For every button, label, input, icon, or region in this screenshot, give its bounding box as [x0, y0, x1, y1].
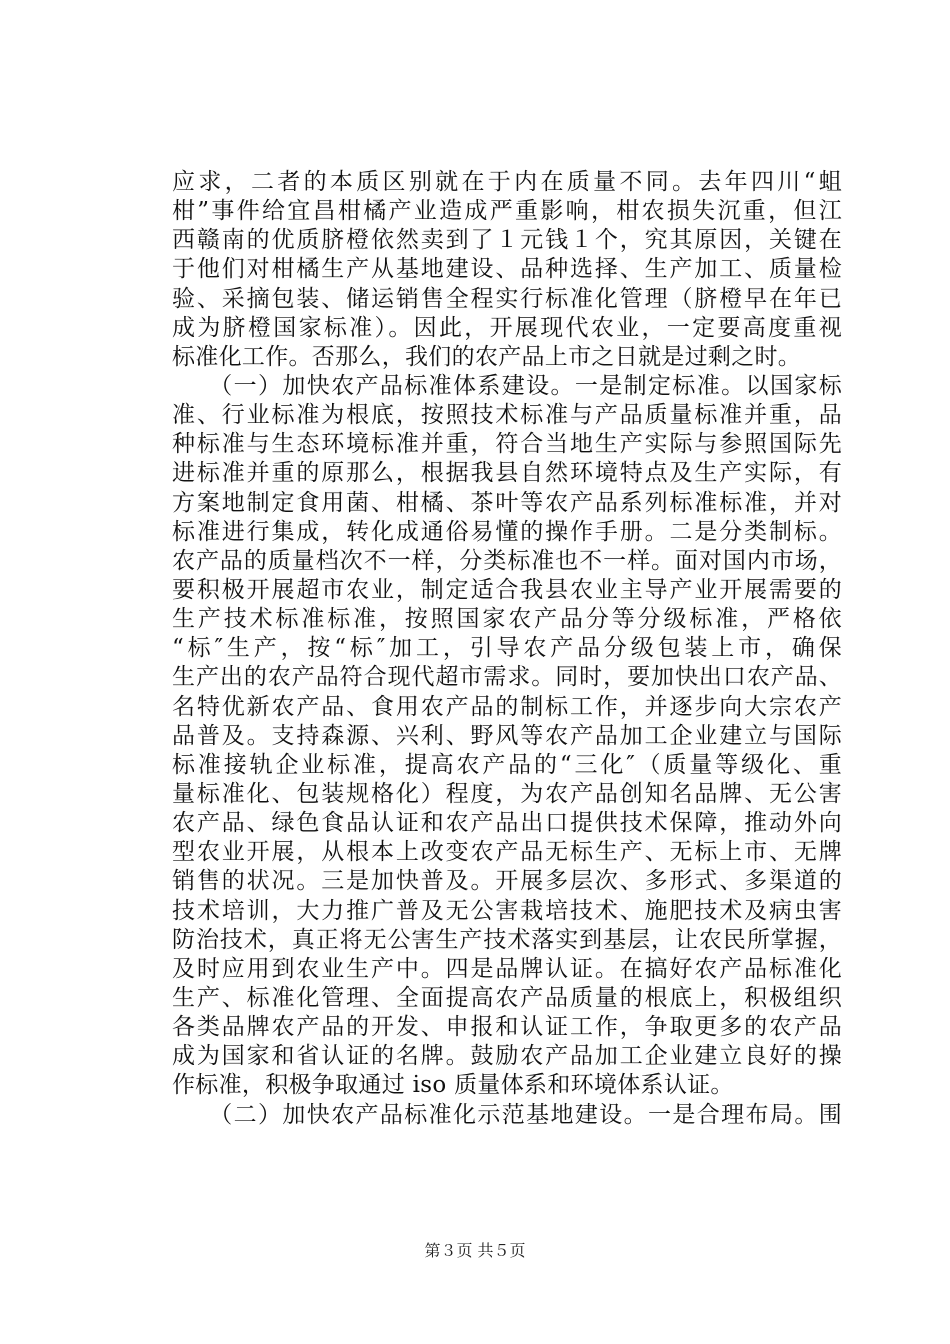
text-line: 准、行业标准为根底，按照技术标准与产品质量标准并重，品 [172, 402, 842, 429]
text-line: （二）加快农产品标准化示范基地建设。一是合理布局。围 [172, 1101, 842, 1128]
text-line: 销售的状况。三是加快普及。开展多层次、多形式、多渠道的 [172, 868, 842, 895]
text-line: 方案地制定食用菌、柑橘、茶叶等农产品系列标准标准，并对 [172, 489, 842, 516]
document-body [172, 168, 842, 1130]
text-line: 作标准，积极争取通过 iso 质量体系和环境体系认证。 [172, 1072, 734, 1099]
text-line: 各类品牌农产品的开发、申报和认证工作，争取更多的农产品 [172, 1014, 842, 1041]
text-line: 生产技术标准标准，按照国家农产品分等分级标准，严格依 [172, 606, 842, 633]
text-line: 西赣南的优质脐橙依然卖到了１元钱１个，究其原因，关键在 [172, 227, 842, 254]
text-line: 量标准化、包装规格化）程度，为农产品创知名品牌、无公害 [172, 780, 842, 807]
text-line: 名特优新农产品、食用农产品的制标工作，并逐步向大宗农产 [172, 693, 842, 720]
text-line: 型农业开展，从根本上改变农产品无标生产、无标上市、无牌 [172, 839, 842, 866]
page-number: 第３页 共５页 [424, 1241, 526, 1260]
text-line: “标″生产，按“标″加工，引导农产品分级包装上市，确保 [172, 635, 842, 662]
text-line: 标准进行集成，转化成通俗易懂的操作手册。二是分类制标。 [172, 518, 842, 545]
text-line: 成为国家和省认证的名牌。鼓励农产品加工企业建立良好的操 [172, 1043, 842, 1070]
text-line: 标准接轨企业标准，提高农产品的“三化″（质量等级化、重 [172, 751, 842, 778]
text-line: 要积极开展超市农业，制定适合我县农业主导产业开展需要的 [172, 576, 842, 603]
text-line: 成为脐橙国家标准）。因此，开展现代农业，一定要高度重视 [172, 314, 842, 341]
text-line: 标准化工作。否那么，我们的农产品上市之日就是过剩之时。 [172, 343, 802, 370]
text-line: 农产品、绿色食品认证和农产品出口提供技术保障，推动外向 [172, 810, 842, 837]
text-line: 于他们对柑橘生产从基地建设、品种选择、生产加工、质量检 [172, 256, 842, 283]
text-line: 应求，二者的本质区别就在于内在质量不同。去年四川“蛆 [172, 169, 842, 195]
text-line: 农产品的质量档次不一样，分类标准也不一样。面对国内市场， [172, 547, 842, 574]
text-line: 生产、标准化管理、全面提高农产品质量的根底上，积极组织 [172, 984, 842, 1011]
text-line: 进标准并重的原那么，根据我县自然环境特点及生产实际，有 [172, 460, 842, 487]
text-line: 及时应用到农业生产中。四是品牌认证。在搞好农产品标准化 [172, 955, 842, 982]
text-line: （一）加快农产品标准体系建设。一是制定标准。以国家标 [172, 372, 842, 399]
text-line: 验、采摘包装、储运销售全程实行标准化管理（脐橙早在年已 [172, 285, 842, 312]
text-line: 种标准与生态环境标准并重，符合当地生产实际与参照国际先 [172, 431, 842, 458]
text-line: 技术培训，大力推广普及无公害栽培技术、施肥技术及病虫害 [172, 897, 842, 924]
text-line: 柑”事件给宜昌柑橘产业造成严重影响，柑农损失沉重，但江 [172, 198, 842, 225]
text-line: 品普及。支持森源、兴利、野风等农产品加工企业建立与国际 [172, 722, 842, 749]
text-line: 防治技术，真正将无公害生产技术落实到基层，让农民所掌握， [172, 926, 842, 953]
text-line: 生产出的农产品符合现代超市需求。同时，要加快出口农产品、 [172, 664, 842, 691]
